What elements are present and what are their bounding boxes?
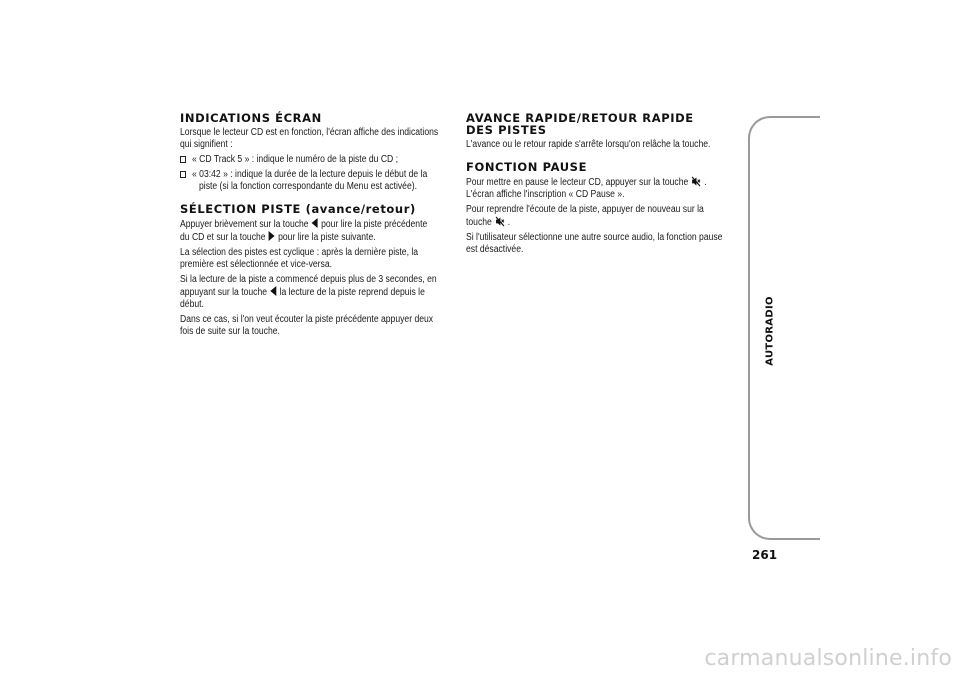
- chapter-tab-label: [760, 296, 780, 366]
- checkbox-bullet-icon: [180, 156, 186, 163]
- paragraph-selection-keys: [180, 218, 462, 244]
- heading-track-selection: SÉLECTION PISTE (avance/retour): [180, 202, 416, 216]
- text-line: est désactivée.: [466, 244, 524, 255]
- right-column: [466, 112, 744, 259]
- heading-display-indications: INDICATIONS ÉCRAN: [180, 111, 322, 125]
- paragraph-cyclic: [180, 247, 462, 271]
- chapter-title: AUTORADIO: [764, 296, 776, 366]
- text-line: Si la lecture de la piste a commencé depuis plus de 3 secondes, en: [180, 274, 437, 285]
- bullet-item-duration: [180, 169, 462, 193]
- paragraph-fast-forward: [466, 139, 744, 151]
- bullet-item-track: [180, 154, 462, 166]
- paragraph-pause: [466, 176, 744, 201]
- text-line: [180, 286, 425, 299]
- text-fragment: appuyant sur la touche: [180, 287, 268, 298]
- text-fragment: Appuyer brièvement sur la touche: [180, 219, 309, 230]
- page-number: 261: [752, 548, 778, 562]
- text-line: fois de suite sur la touche.: [180, 326, 280, 337]
- text-line: « CD Track 5 » : indique le numéro de la piste du CD ;: [192, 154, 399, 165]
- text-line: qui signifient :: [180, 139, 233, 150]
- left-column: [180, 112, 462, 341]
- mute-pause-icon: [692, 176, 701, 187]
- prev-track-icon: [312, 218, 318, 228]
- text-fragment: la lecture de la piste reprend depuis le: [279, 287, 425, 298]
- heading-fast-forward: [466, 112, 744, 136]
- text-line: [180, 218, 427, 231]
- text-fragment: pour lire la piste suivante.: [278, 232, 376, 243]
- text-line: Si l'utilisateur sélectionne une autre source audio, la fonction pause: [466, 232, 723, 243]
- next-track-icon: [269, 231, 275, 241]
- text-line: première est sélectionnée et vice-versa.: [180, 259, 333, 270]
- paragraph-restart: [180, 274, 462, 311]
- text-line: L'avance ou le retour rapide s'arrête lorsqu'on relâche la touche.: [466, 139, 711, 150]
- text-line: [180, 231, 376, 244]
- text-line: Dans ce cas, si l'on veut écouter la piste précédente appuyer deux: [180, 314, 434, 325]
- paragraph-other-source: [466, 232, 744, 256]
- watermark: carmanualsonline.info: [704, 646, 952, 671]
- text-fragment: pour lire la piste précédente: [321, 219, 428, 230]
- paragraph-resume: [466, 204, 744, 229]
- text-line: L'écran affiche l'inscription « CD Pause ».: [466, 189, 625, 200]
- text-line: piste (si la fonction correspondante du Menu est activée).: [199, 181, 417, 192]
- heading-line: AVANCE RAPIDE/RETOUR RAPIDE: [466, 111, 694, 125]
- mute-pause-icon: [495, 216, 504, 227]
- text-line: [466, 216, 510, 229]
- prev-track-icon: [270, 286, 276, 296]
- paragraph-display: [180, 127, 462, 151]
- paragraph-previous: [180, 314, 462, 338]
- checkbox-bullet-icon: [180, 171, 186, 178]
- text-line: début.: [180, 299, 204, 310]
- text-fragment: .: [507, 217, 511, 228]
- heading-pause-function: FONCTION PAUSE: [466, 160, 588, 174]
- text-fragment: touche: [466, 217, 492, 228]
- text-fragment: Pour mettre en pause le lecteur CD, appuyer sur la touche: [466, 177, 689, 188]
- text-line: Pour reprendre l'écoute de la piste, appuyer de nouveau sur la: [466, 204, 704, 215]
- text-line: La sélection des pistes est cyclique : après la dernière piste, la: [180, 247, 419, 258]
- text-fragment: du CD et sur la touche: [180, 232, 266, 243]
- text-line: [466, 176, 707, 189]
- heading-line: DES PISTES: [466, 123, 547, 137]
- text-fragment: .: [704, 177, 707, 188]
- chapter-tab-frame: [748, 116, 820, 540]
- text-line: Lorsque le lecteur CD est en fonction, l'écran affiche des indications: [180, 127, 439, 138]
- text-line: « 03:42 » : indique la durée de la lecture depuis le début de la: [192, 169, 428, 180]
